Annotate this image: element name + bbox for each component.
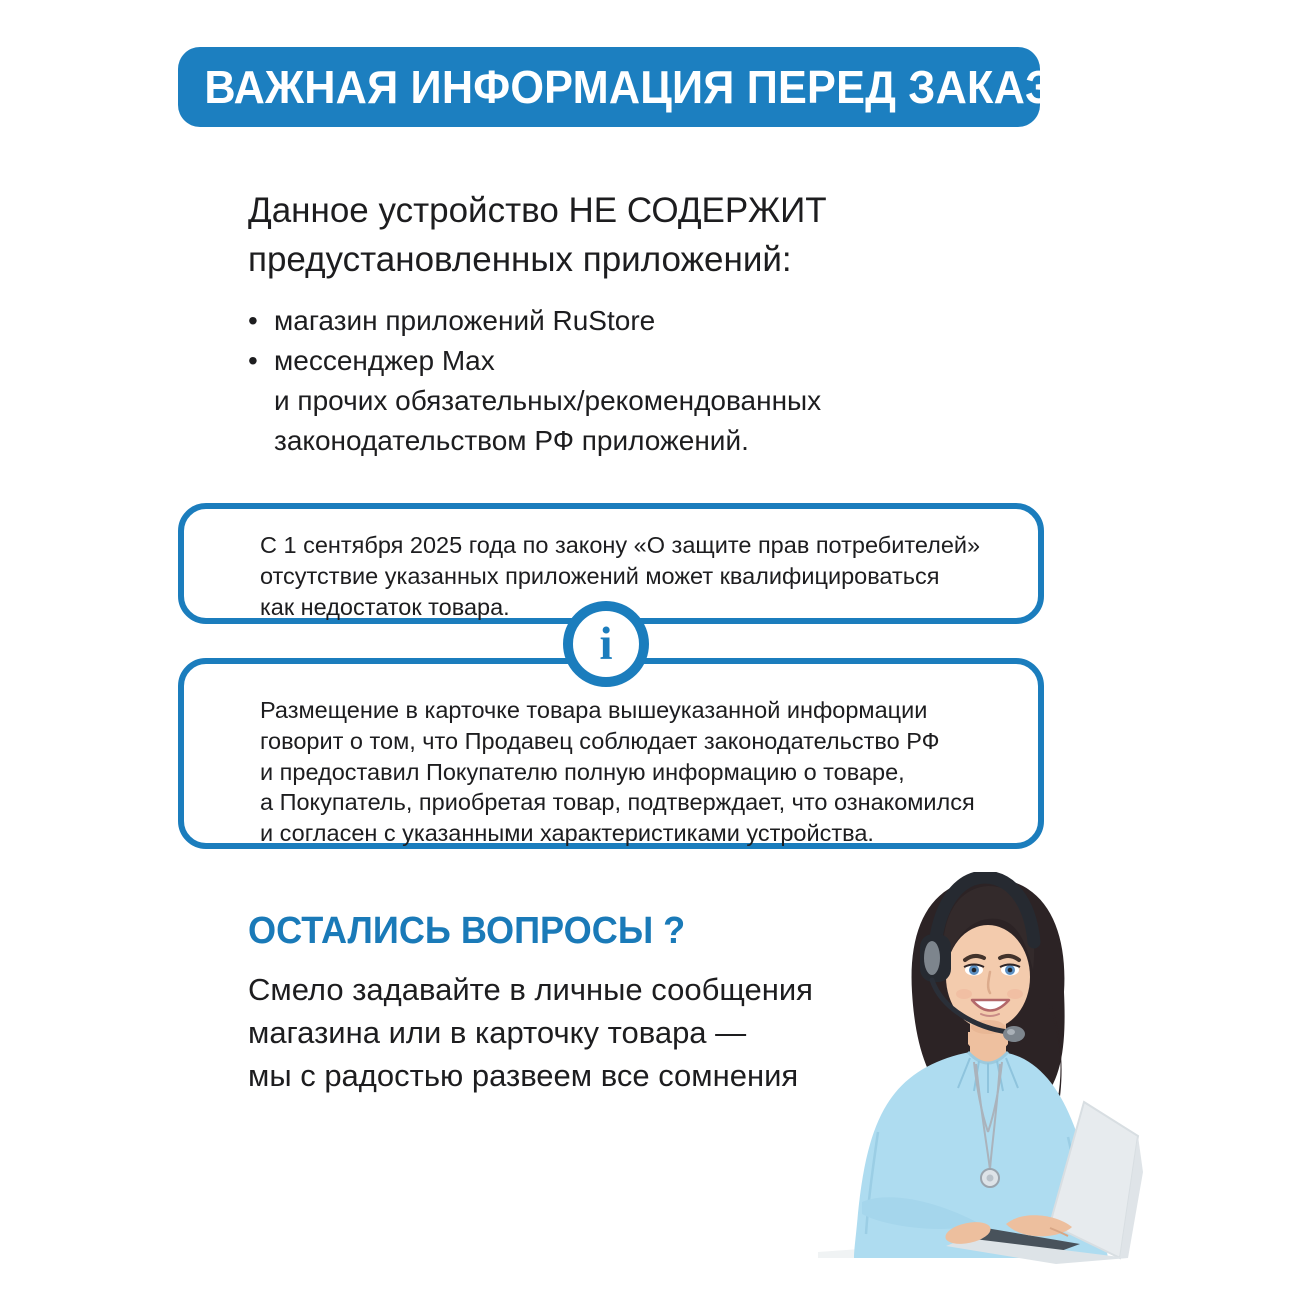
questions-text-line: мы с радостью развеем все сомнения	[248, 1058, 799, 1093]
placement-note-line: а Покупатель, приобретая товар, подтверждает, что ознакомился	[260, 789, 975, 816]
info-icon	[563, 601, 649, 687]
questions-text	[248, 968, 813, 1097]
intro-heading-line-1: Данное устройство НЕ СОДЕРЖИТ	[248, 191, 827, 230]
bullet-icon: •	[248, 305, 258, 336]
list-item	[248, 301, 821, 341]
placement-note-line: и предоставил Покупателю полную информацию о товаре,	[260, 758, 905, 785]
placement-note-text	[184, 664, 1038, 849]
placement-note-line: и согласен с указанными характеристиками устройства.	[260, 820, 874, 847]
header-banner	[178, 47, 1137, 127]
header-title: ВАЖНАЯ ИНФОРМАЦИЯ ПЕРЕД ЗАКАЗОМ:	[204, 61, 1137, 113]
list-item-text: магазин приложений RuStore	[274, 305, 656, 336]
questions-text-line: Смело задавайте в личные сообщения	[248, 972, 813, 1007]
intro-heading	[248, 186, 827, 284]
questions-text-line: магазина или в карточку товара —	[248, 1015, 747, 1050]
law-note-line: С 1 сентября 2025 года по закону «О защите прав потребителей»	[260, 532, 981, 558]
apps-list	[248, 301, 821, 461]
placement-note-line: говорит о том, что Продавец соблюдает законодательство РФ	[260, 727, 940, 754]
law-note-line: отсутствие указанных приложений может квалифицироваться	[260, 562, 940, 589]
list-item	[248, 341, 821, 381]
law-note-line: как недостаток товара.	[260, 593, 510, 620]
list-continuation-line: законодательством РФ приложений.	[274, 425, 749, 456]
support-agent-photo	[818, 872, 1143, 1264]
placement-note-line: Размещение в карточке товара вышеуказанной информации	[260, 697, 928, 723]
bullet-icon: •	[248, 345, 258, 376]
questions-title: ОСТАЛИСЬ ВОПРОСЫ ?	[248, 910, 686, 952]
list-item-text: мессенджер Max	[274, 345, 495, 376]
intro-heading-line-2: предустановленных приложений:	[248, 240, 792, 279]
info-icon-glyph: i	[599, 617, 613, 670]
list-continuation-line: и прочих обязательных/рекомендованных	[274, 385, 822, 416]
